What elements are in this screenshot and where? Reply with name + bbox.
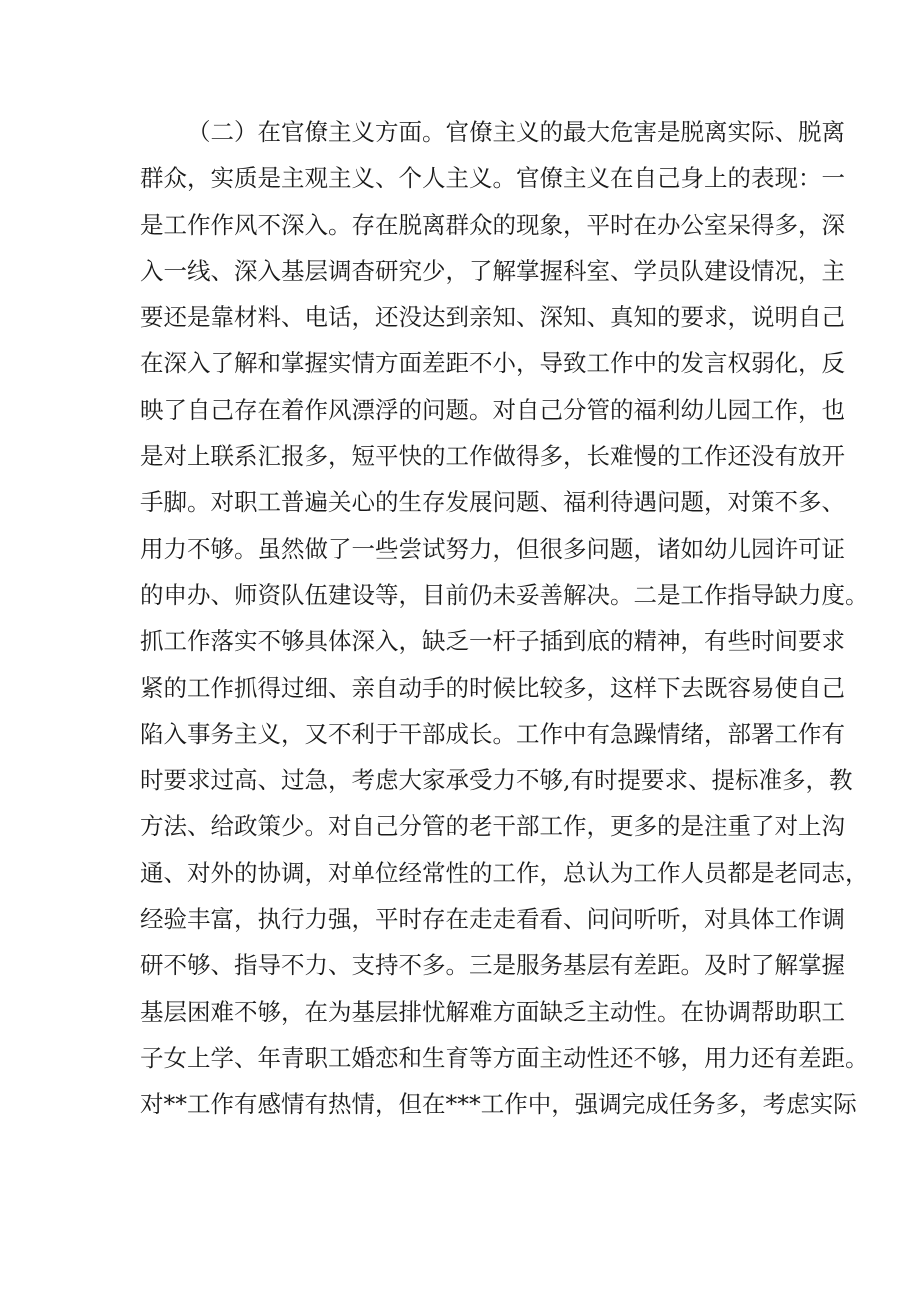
text-line: 经验丰富，执行力强，平时存在走走看看、问问听听，对具体工作调 xyxy=(140,905,845,934)
text-line: 基层困难不够，在为基层排忧解难方面缺乏主动性。在协调帮助职工 xyxy=(140,997,845,1026)
text-line: 群众，实质是主观主义、个人主义。官僚主义在自己身上的表现：一 xyxy=(140,164,845,193)
text-line: （二）在官僚主义方面。官僚主义的最大危害是脱离实际、脱离 xyxy=(187,118,845,146)
text-line: 要还是靠材料、电话，还没达到亲知、深知、真知的要求，说明自己 xyxy=(140,303,845,332)
text-line: 抓工作落实不够具体深入，缺乏一杆子插到底的精神，有些时间要求 xyxy=(140,627,845,656)
text-line: 对**工作有感情有热情，但在***工作中，强调完成任务多，考虑实际 xyxy=(140,1090,857,1119)
text-line: 方法、给政策少。对自己分管的老干部工作，更多的是注重了对上沟 xyxy=(140,812,845,841)
text-line: 时要求过高、过急，考虑大家承受力不够,有时提要求、提标准多，教 xyxy=(140,766,853,795)
text-line: 映了自己存在着作风漂浮的问题。对自己分管的福利幼儿园工作，也 xyxy=(140,395,845,424)
text-line: 用力不够。虽然做了一些尝试努力，但很多问题，诸如幼儿园许可证 xyxy=(140,534,845,563)
text-line: 在深入了解和掌握实情方面差距不小，导致工作中的发言权弱化，反 xyxy=(140,349,845,378)
text-line: 的申办、师资队伍建设等，目前仍未妥善解决。二是工作指导缺力度。 xyxy=(140,580,869,609)
text-line: 是对上联系汇报多，短平快的工作做得多，长难慢的工作还没有放开 xyxy=(140,442,845,471)
text-line: 紧的工作抓得过细、亲自动手的时候比较多，这样下去既容易使自己 xyxy=(140,673,845,702)
text-line: 入一线、深入基层调杳研究少，了解掌握科室、学员队建设情况，主 xyxy=(140,256,845,285)
body-paragraph xyxy=(140,109,869,1128)
text-line: 是工作作风不深入。存在脱离群众的现象，平时在办公室呆得多，深 xyxy=(140,210,845,239)
text-line: 陷入事务主义，又不利于干部成长。工作中有急躁情绪，部署工作有 xyxy=(140,719,845,748)
text-line: 手脚。对职工普遍关心的生存发展问题、福利待遇问题，对策不多、 xyxy=(140,488,845,517)
text-line: 子女上学、年青职工婚恋和生育等方面主动性还不够，用力还有差距。 xyxy=(140,1043,869,1072)
text-line: 通、对外的协调，对单位经常性的工作，总认为工作人员都是老同志， xyxy=(140,858,869,887)
text-line: 研不够、指导不力、支持不多。三是服务基层有差距。及时了解掌握 xyxy=(140,951,845,980)
